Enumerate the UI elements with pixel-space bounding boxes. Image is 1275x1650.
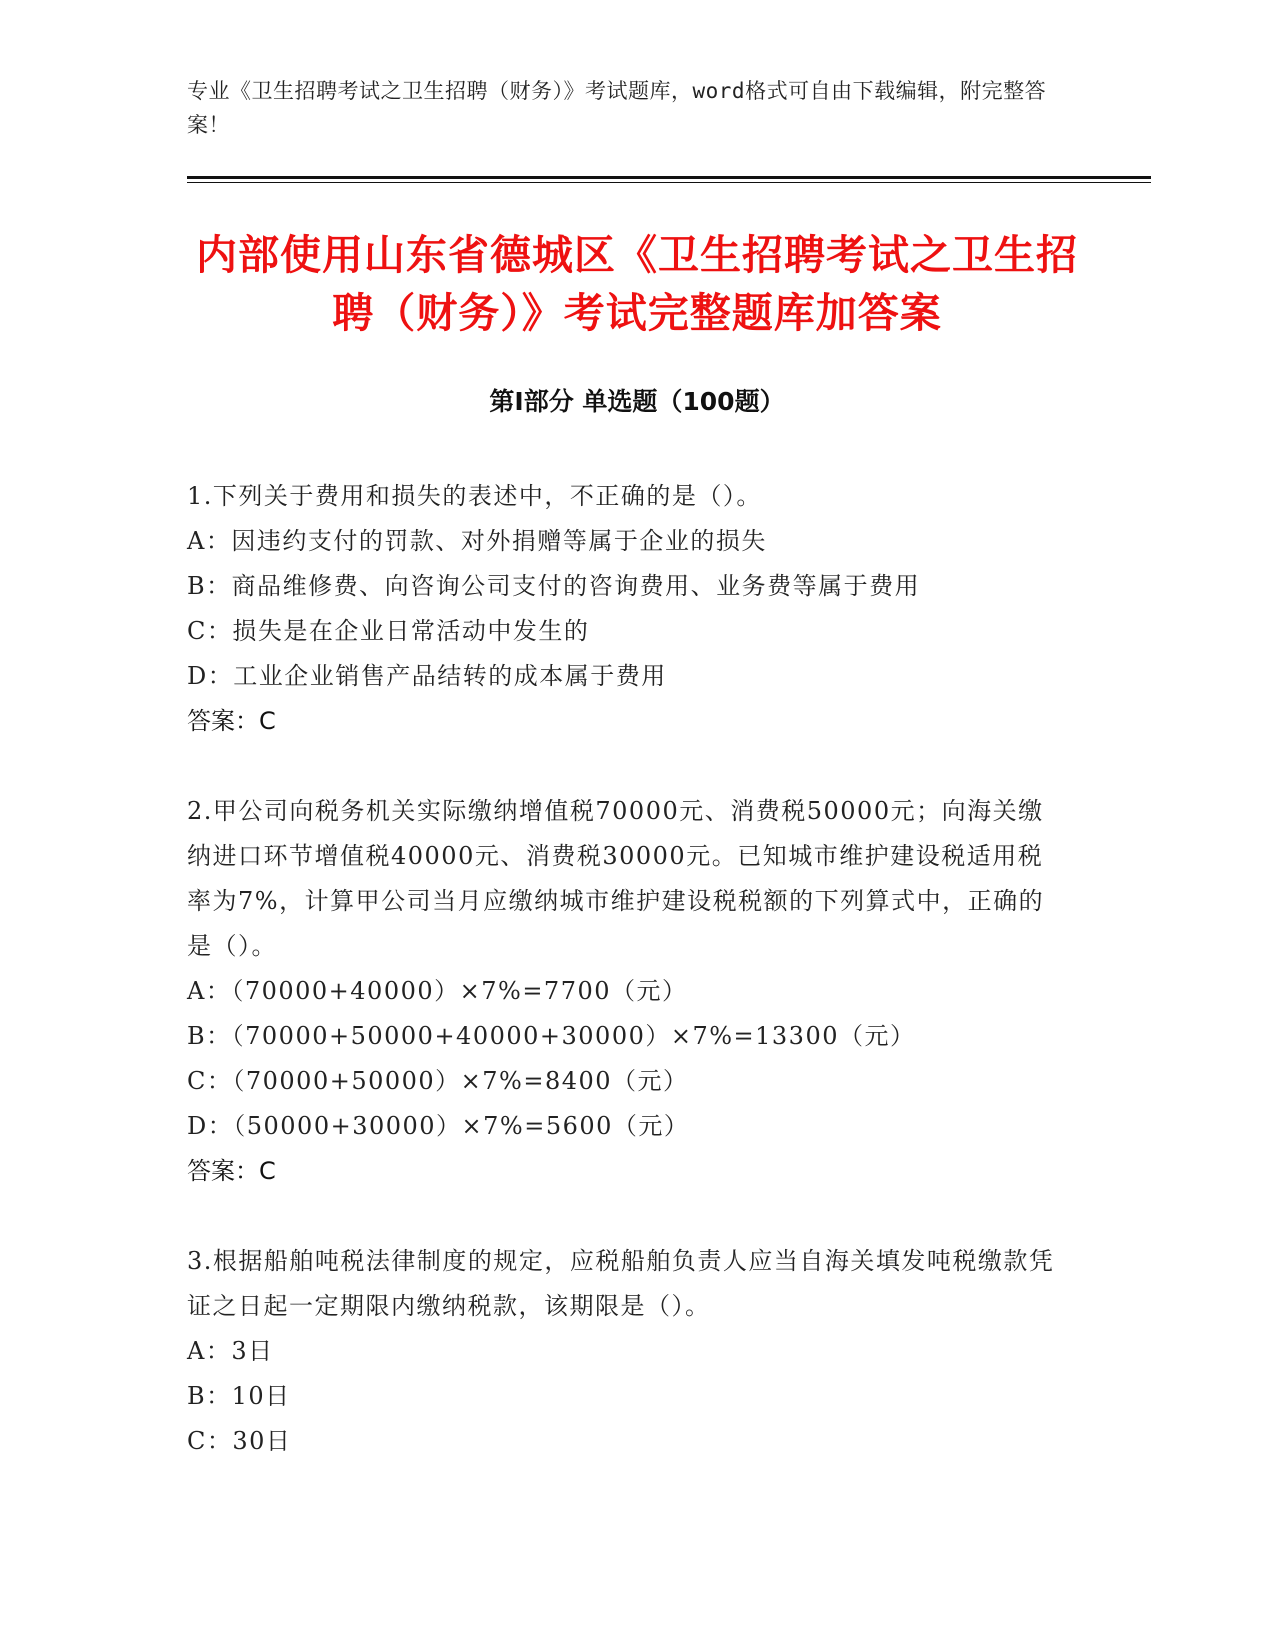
question-3 <box>187 1239 1067 1464</box>
question-2 <box>187 789 1067 1194</box>
option-a: A：3日 <box>187 1337 274 1365</box>
header-divider-thin <box>187 182 1151 183</box>
header-note: 专业《卫生招聘考试之卫生招聘（财务）》考试题库，word格式可自由下载编辑，附完整答案！ <box>187 79 1047 137</box>
question-stem: 3.根据船舶吨税法律制度的规定，应税船舶负责人应当自海关填发吨税缴款凭证之日起一定期限内缴纳税款，该期限是（）。 <box>187 1247 1055 1320</box>
section-title: 第Ⅰ部分 单选题（100题） <box>489 387 785 416</box>
header-divider-thick <box>187 176 1151 179</box>
question-list <box>187 474 1067 1509</box>
option-d: D：工业企业销售产品结转的成本属于费用 <box>187 662 667 690</box>
option-b: B：10日 <box>187 1382 291 1410</box>
option-b: B：（70000+50000+40000+30000）×7%=13300（元） <box>187 1022 916 1050</box>
question-stem: 2.甲公司向税务机关实际缴纳增值税70000元、消费税50000元；向海关缴纳进口环节增值税40000元、消费税30000元。已知城市维护建设税适用税率为7%，计算甲公司当月应缴纳城市维护建设税税额的下列算式中，正确的是（）。 <box>187 797 1045 960</box>
option-a: A：因违约支付的罚款、对外捐赠等属于企业的损失 <box>187 527 767 555</box>
answer-label: 答案：C <box>187 1157 276 1185</box>
option-c: C：（70000+50000）×7%=8400（元） <box>187 1067 689 1095</box>
document-title: 内部使用山东省德城区《卫生招聘考试之卫生招聘（财务）》考试完整题库加答案 <box>196 231 1078 337</box>
option-a: A：（70000+40000）×7%=7700（元） <box>187 977 688 1005</box>
option-d: D：（50000+30000）×7%=5600（元） <box>187 1112 690 1140</box>
question-1 <box>187 474 1067 744</box>
answer-label: 答案：C <box>187 707 276 735</box>
question-stem: 1.下列关于费用和损失的表述中，不正确的是（）。 <box>187 482 762 510</box>
option-b: B：商品维修费、向咨询公司支付的咨询费用、业务费等属于费用 <box>187 572 921 600</box>
option-c: C：30日 <box>187 1427 292 1455</box>
option-c: C：损失是在企业日常活动中发生的 <box>187 617 590 645</box>
